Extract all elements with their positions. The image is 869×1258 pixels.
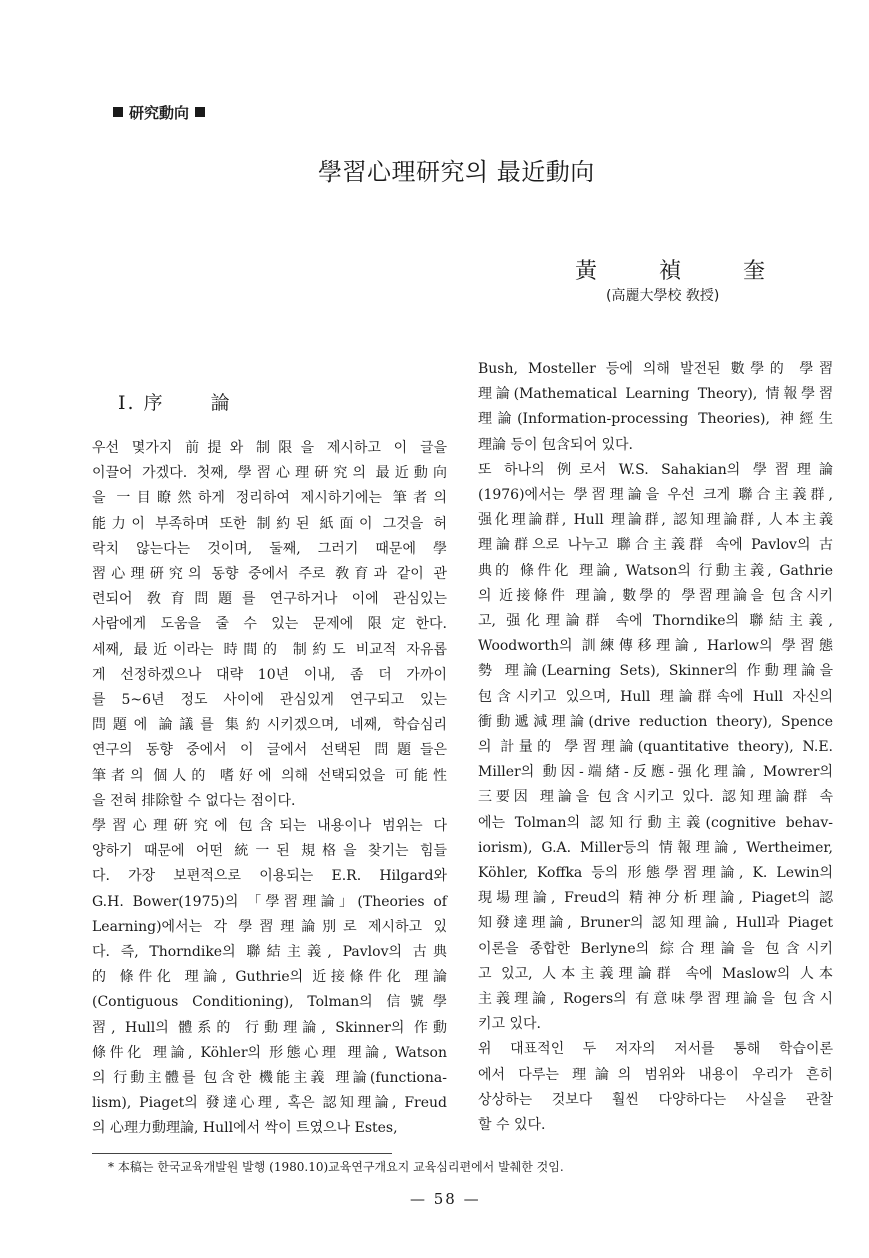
text-line: 筆者의 個人的 嗜好에 의해 선택되었을 可能性	[92, 767, 447, 784]
text-line: 知發達理論, Bruner의 認知理論, Hull과 Piaget	[478, 915, 833, 932]
text-line: 强化理論群, Hull 理論群, 認知理論群, 人本主義	[478, 512, 833, 529]
text-line: 習, Hull의 體系的 行動理論, Skinner의 作動	[92, 1019, 447, 1036]
text-line: Köhler, Koffka 등의 形態學習理論, K. Lewin의	[478, 865, 833, 882]
author-char: 黃	[575, 259, 598, 284]
section-heading	[118, 388, 232, 415]
text-line: 을 전혀 排除할 수 없다는 점이다.	[92, 792, 296, 809]
page-number: — 58 —	[410, 1190, 481, 1208]
text-line: 典的 條件化 理論, Watson의 行動主義, Gathrie	[478, 562, 833, 579]
text-line: 고, 强化理論群 속에 Thorndike의 聯結主義,	[478, 613, 833, 630]
text-line: 主義理論, Rogers의 有意味學習理論을 包含시	[478, 991, 833, 1008]
text-line: 條件化 理論, Köhler의 形態心理 理論, Watson	[92, 1044, 447, 1061]
author-char: 禎	[658, 259, 681, 284]
square-bullet-icon	[113, 107, 123, 117]
author-char: 奎	[742, 259, 765, 284]
text-line: 學習心理硏究에 包含되는 내용이나 범위는 다	[92, 818, 447, 835]
text-line: 세째, 最近이라는 時間的 制約도 비교적 자유롭	[92, 641, 447, 658]
section-tag-label: 研究動向	[129, 104, 190, 122]
text-line: 勢 理論(Learning Sets), Skinner의 作動理論을	[478, 663, 833, 680]
author-affiliation: (高麗大學校 敎授)	[606, 288, 720, 304]
text-line: Miller의 動因-端緖-反應-强化理論, Mowrer의	[478, 764, 833, 781]
text-line: 할 수 있다.	[478, 1117, 546, 1134]
text-line: 問題에 論議를 集約시키겠으며, 네째, 학습심리	[92, 717, 447, 734]
text-line: 우선 몇가지 前提와 制限을 제시하고 이 글을	[92, 440, 447, 456]
text-line: (1976)에서는 學習理論을 우선 크게 聯合主義群,	[478, 487, 833, 504]
text-line: 연구의 동향 중에서 이 글에서 선택된 問題들은	[92, 742, 447, 759]
text-line: 의 計量的 學習理論(quantitative theory), N.E.	[478, 739, 833, 756]
footnote-divider	[92, 1153, 392, 1154]
square-bullet-icon	[195, 107, 205, 117]
text-line: 를 5~6년 정도 사이에 관심있게 연구되고 있는	[92, 692, 447, 709]
text-line: 다. 가장 보편적으로 이용되는 E.R. Hilgard와	[92, 868, 447, 885]
text-line: (Contiguous Conditioning), Tolman의 信號學	[92, 994, 447, 1011]
text-line: 의 行動主體를 包含한 機能主義 理論(functiona-	[92, 1070, 447, 1087]
text-line: 사람에게 도움을 줄 수 있는 문제에 限定한다.	[92, 616, 447, 633]
text-line: 理論 등이 包含되어 있다.	[478, 436, 633, 453]
text-line: 의 近接條件 理論, 數學的 學習理論을 包含시키	[478, 587, 833, 604]
right-column	[478, 357, 833, 1138]
text-line: 락치 않는다는 것이며, 둘째, 그러기 때문에 學	[92, 540, 447, 557]
text-line: iorism), G.A. Miller등의 情報理論, Wertheimer,	[478, 839, 833, 856]
text-line: 을 一目瞭然하게 정리하여 제시하기에는 筆者의	[92, 490, 447, 507]
section-number: I.	[118, 392, 136, 414]
text-line: 양하기 때문에 어떤 統一된 規格을 찾기는 힘들	[92, 843, 447, 860]
section-name-b: 論	[210, 392, 232, 414]
text-line: 이론을 종합한 Berlyne의 綜合理論을 包含시키	[478, 940, 833, 957]
text-line: 위 대표적인 두 저자의 저서를 통해 학습이론	[478, 1041, 833, 1058]
text-line: Woodworth의 訓練傳移理論, Harlow의 學習態	[478, 638, 833, 655]
text-line: 包含시키고 있으며, Hull 理論群속에 Hull 자신의	[478, 688, 833, 705]
text-line: 의 心理力動理論, Hull에서 싹이 트였으나 Estes,	[92, 1120, 398, 1137]
text-line: 에는 Tolman의 認知行動主義(cognitive behav-	[478, 814, 833, 831]
author-name	[575, 254, 765, 285]
article-title: 學習心理研究의 最近動向	[318, 158, 595, 186]
text-line: 理論(Mathematical Learning Theory), 情報學習	[478, 386, 833, 403]
text-line: 다. 즉, Thorndike의 聯結主義, Pavlov의 古典	[92, 944, 447, 961]
text-line: 련되어 敎育問題를 연구하거나 이에 관심있는	[92, 591, 447, 608]
text-line: 習心理硏究의 동향 중에서 주로 敎育과 같이 관	[92, 566, 447, 583]
section-tag	[113, 102, 205, 123]
text-line: 또 하나의 例로서 W.S. Sahakian의 學習理論	[478, 461, 833, 478]
text-line: 이끌어 가겠다. 첫째, 學習心理硏究의 最近動向	[92, 465, 447, 482]
left-column	[92, 436, 447, 1142]
text-line: G.H. Bower(1975)의 「學習理論」(Theories of	[92, 893, 447, 910]
text-line: 三要因 理論을 包含시키고 있다. 認知理論群 속	[478, 789, 833, 806]
text-line: 理論(Information-processing Theories), 神經生	[478, 411, 833, 428]
text-line: lism), Piaget의 發達心理, 혹은 認知理論, Freud	[92, 1095, 447, 1112]
text-line: 理論群으로 나누고 聯合主義群 속에 Pavlov의 古	[478, 537, 833, 554]
text-line: Learning)에서는 각 學習理論別로 제시하고 있	[92, 918, 447, 935]
text-line: Bush, Mosteller 등에 의해 발전된 數學的 學習	[478, 361, 833, 377]
footnote: * 本稿는 한국교육개발원 발행 (1980.10)교육연구개요지 교육심리편에서 발췌한 것임.	[108, 1160, 564, 1174]
section-name-a: 序	[143, 392, 165, 414]
text-line: 的 條件化 理論, Guthrie의 近接條件化 理論	[92, 969, 447, 986]
text-line: 衝動遞減理論(drive reduction theory), Spence	[478, 713, 833, 730]
text-line: 에서 다루는 理論의 범위와 내용이 우리가 흔히	[478, 1066, 833, 1083]
text-line: 고 있고, 人本主義理論群 속에 Maslow의 人本	[478, 965, 833, 982]
text-line: 現場理論, Freud의 精神分析理論, Piaget의 認	[478, 890, 833, 907]
text-line: 게 선정하겠으나 대략 10년 이내, 좀 더 가까이	[92, 666, 447, 683]
text-line: 상상하는 것보다 훨씬 다양하다는 사실을 관찰	[478, 1091, 833, 1108]
text-line: 키고 있다.	[478, 1016, 541, 1033]
text-line: 能力이 부족하며 또한 制約된 紙面이 그것을 허	[92, 515, 447, 532]
